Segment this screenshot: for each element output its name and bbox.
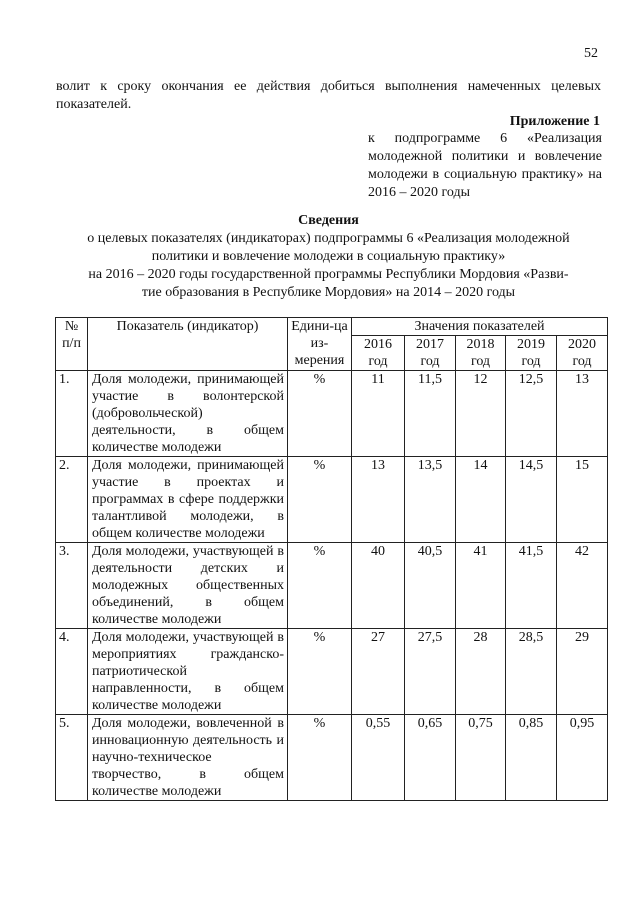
row-value: 0,65	[405, 715, 456, 801]
header-number: № п/п	[56, 318, 88, 371]
row-value: 42	[557, 543, 608, 629]
row-unit: %	[288, 543, 352, 629]
row-indicator: Доля молодежи, участвующей в деятельности детских и молодежных общественных объединений, в общем количестве молодежи	[88, 543, 288, 629]
row-unit: %	[288, 629, 352, 715]
appendix-title: Приложение 1	[509, 114, 600, 129]
row-value: 14	[456, 457, 506, 543]
row-value: 14,5	[506, 457, 557, 543]
row-value: 0,95	[557, 715, 608, 801]
row-value: 13	[557, 371, 608, 457]
row-value: 28	[456, 629, 506, 715]
header-year: 2019 год	[506, 336, 557, 371]
header-year: 2017 год	[405, 336, 456, 371]
row-value: 27,5	[405, 629, 456, 715]
row-number: 3.	[56, 543, 88, 629]
table-row	[56, 715, 608, 801]
row-number: 2.	[56, 457, 88, 543]
row-number: 5.	[56, 715, 88, 801]
row-indicator: Доля молодежи, принимающей участие в волонтерской (добровольческой) деятельности, в общем количестве молодежи	[88, 371, 288, 457]
row-value: 11	[352, 371, 405, 457]
heading-line-2: политики и вовлечение молодежи в социальную практику»	[151, 249, 506, 264]
header-unit: Едини-ца из-мерения	[288, 318, 352, 371]
row-number: 1.	[56, 371, 88, 457]
row-indicator: Доля молодежи, вовлеченной в инновационную деятельность и научно-техническое творчество, в общем количестве молодежи	[88, 715, 288, 801]
appendix-reference: к подпрограмме 6 «Реализация молодежной политики и вовлечение молодежи в социальную практику» на 2016 – 2020 годы	[368, 131, 602, 200]
row-value: 29	[557, 629, 608, 715]
table-header-row	[56, 318, 608, 336]
header-values: Значения показателей	[352, 318, 608, 336]
row-value: 28,5	[506, 629, 557, 715]
row-number: 4.	[56, 629, 88, 715]
header-year: 2016 год	[352, 336, 405, 371]
continuation-paragraph: волит к сроку окончания ее действия добиться выполнения намеченных целевых показателей.	[56, 79, 601, 112]
row-indicator: Доля молодежи, принимающей участие в проектах и программах в сфере поддержки талантливой молодежи, в общем количестве молодежи	[88, 457, 288, 543]
heading-line-1: о целевых показателях (индикаторах) подпрограммы 6 «Реализация молодежной	[87, 231, 570, 246]
row-value: 13,5	[405, 457, 456, 543]
row-value: 40	[352, 543, 405, 629]
row-value: 27	[352, 629, 405, 715]
row-value: 13	[352, 457, 405, 543]
row-value: 41,5	[506, 543, 557, 629]
row-value: 0,85	[506, 715, 557, 801]
row-value: 0,55	[352, 715, 405, 801]
header-indicator: Показатель (индикатор)	[88, 318, 288, 371]
document-heading	[56, 212, 601, 302]
heading-line-4: тие образования в Республике Мордовия» на 2014 – 2020 годы	[141, 285, 516, 300]
table-row	[56, 457, 608, 543]
row-indicator: Доля молодежи, участвующей в мероприятиях гражданско-патриотической направленности, в общем количестве молодежи	[88, 629, 288, 715]
row-unit: %	[288, 371, 352, 457]
row-value: 40,5	[405, 543, 456, 629]
heading-title: Сведения	[298, 213, 359, 228]
table-row	[56, 543, 608, 629]
row-value: 41	[456, 543, 506, 629]
page-number: 52	[584, 46, 598, 61]
row-value: 12	[456, 371, 506, 457]
row-value: 12,5	[506, 371, 557, 457]
table-row	[56, 371, 608, 457]
row-value: 15	[557, 457, 608, 543]
row-value: 0,75	[456, 715, 506, 801]
row-value: 11,5	[405, 371, 456, 457]
header-year: 2018 год	[456, 336, 506, 371]
table-row	[56, 629, 608, 715]
row-unit: %	[288, 715, 352, 801]
row-unit: %	[288, 457, 352, 543]
header-year: 2020 год	[557, 336, 608, 371]
indicators-table	[55, 317, 608, 801]
heading-line-3: на 2016 – 2020 годы государственной программы Республики Мордовия «Разви-	[88, 267, 569, 282]
